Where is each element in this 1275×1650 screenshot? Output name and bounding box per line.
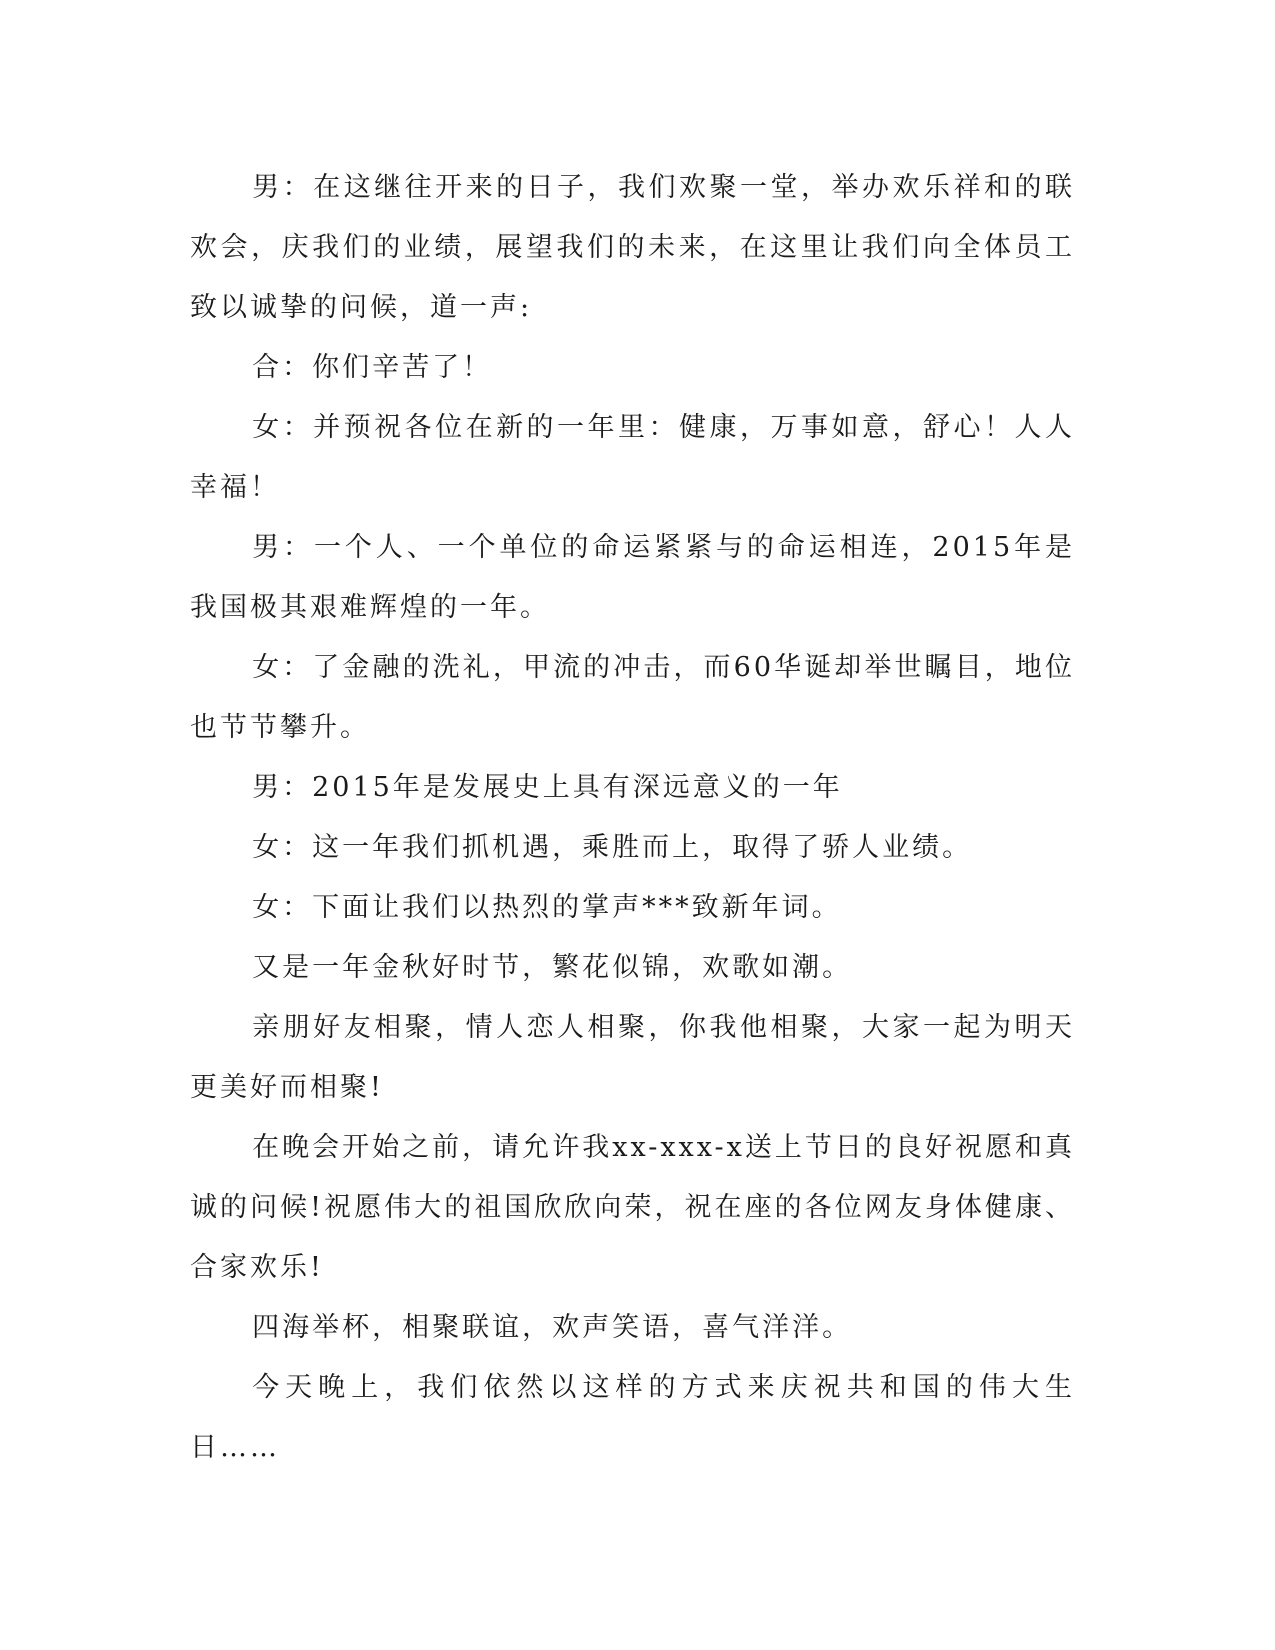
paragraph-2: 合：你们辛苦了！ (252, 352, 493, 383)
paragraph-7: 女：这一年我们抓机遇，乘胜而上，取得了骄人业绩。 (252, 832, 973, 863)
paragraph-1: 男：在这继往开来的日子，我们欢聚一堂，举办欢乐祥和的联欢会，庆我们的业绩，展望我们的未来，在这里让我们向全体员工致以诚挚的问候，道一声: (190, 172, 1075, 323)
paragraph-5: 女：了金融的洗礼，甲流的冲击，而60华诞却举世瞩目，地位也节节攀升。 (190, 652, 1075, 743)
paragraph-10: 亲朋好友相聚，情人恋人相聚，你我他相聚，大家一起为明天更美好而相聚! (190, 1012, 1075, 1103)
paragraph-9: 又是一年金秋好时节，繁花似锦，欢歌如潮。 (252, 952, 853, 983)
paragraph-3: 女：并预祝各位在新的一年里：健康，万事如意，舒心！人人幸福！ (190, 412, 1075, 503)
paragraph-6: 男：2015年是发展史上具有深远意义的一年 (252, 772, 843, 803)
paragraph-4: 男：一个人、一个单位的命运紧紧与的命运相连，2015年是我国极其艰难辉煌的一年。 (190, 532, 1075, 623)
paragraph-11: 在晚会开始之前，请允许我xx-xxx-x送上节日的良好祝愿和真诚的问候!祝愿伟大的祖国欣欣向荣，祝在座的各位网友身体健康、合家欢乐! (190, 1132, 1075, 1283)
document-body (190, 158, 1075, 1478)
paragraph-13: 今天晚上，我们依然以这样的方式来庆祝共和国的伟大生日…… (190, 1372, 1075, 1463)
paragraph-12: 四海举杯，相聚联谊，欢声笑语，喜气洋洋。 (252, 1312, 853, 1343)
paragraph-8: 女：下面让我们以热烈的掌声***致新年词。 (252, 892, 842, 923)
